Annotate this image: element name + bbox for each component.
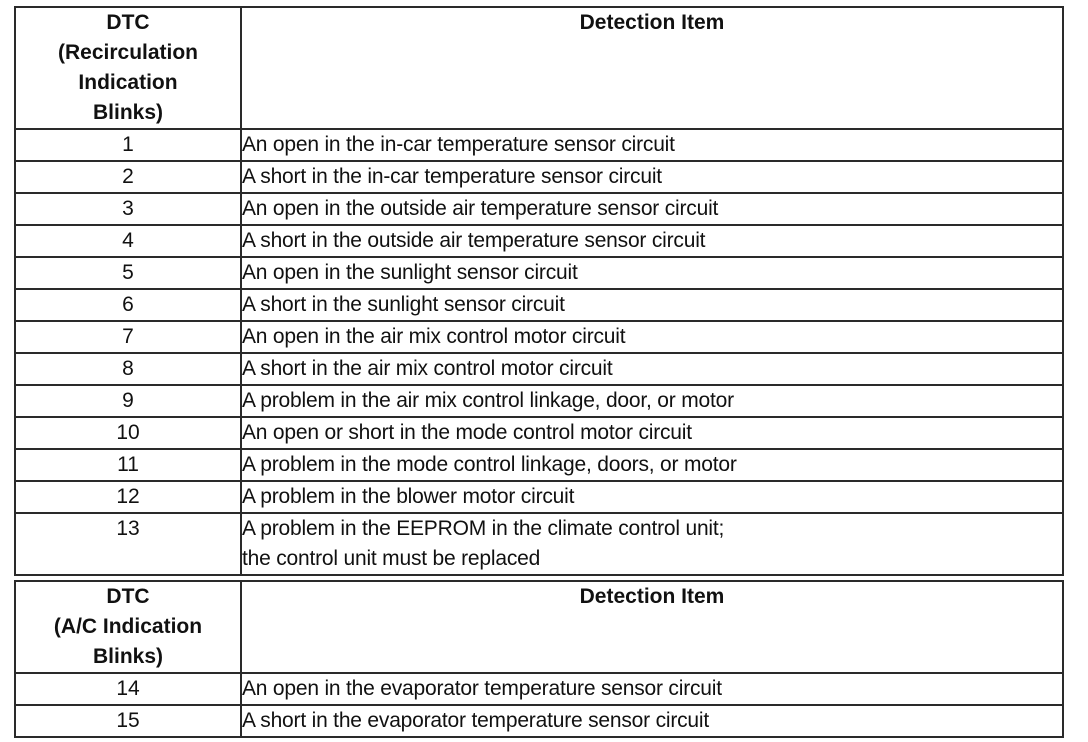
table-row xyxy=(15,385,1063,417)
table-row xyxy=(15,161,1063,193)
dtc-code: 6 xyxy=(15,289,241,321)
dtc-code: 3 xyxy=(15,193,241,225)
detection-item-header: Detection Item xyxy=(241,7,1063,129)
dtc-column-header xyxy=(15,7,241,129)
dtc-table-ac xyxy=(14,580,1064,738)
table-row xyxy=(15,481,1063,513)
detection-item: An open in the sunlight sensor circuit xyxy=(241,257,1063,289)
dtc-header-line: DTC xyxy=(106,585,150,608)
dtc-code: 2 xyxy=(15,161,241,193)
dtc-code: 1 xyxy=(15,129,241,161)
table-row xyxy=(15,321,1063,353)
dtc-code: 9 xyxy=(15,385,241,417)
dtc-code: 8 xyxy=(15,353,241,385)
dtc-header-line: Indication xyxy=(78,71,178,94)
detection-item-line: the control unit must be replaced xyxy=(242,547,541,570)
dtc-code: 14 xyxy=(15,673,241,705)
table-row xyxy=(15,449,1063,481)
detection-item: An open in the in-car temperature sensor circuit xyxy=(241,129,1063,161)
dtc-code: 5 xyxy=(15,257,241,289)
detection-item xyxy=(241,513,1063,575)
table-row xyxy=(15,225,1063,257)
dtc-header-line: Blinks) xyxy=(92,645,163,668)
table-row xyxy=(15,129,1063,161)
detection-item-header: Detection Item xyxy=(241,581,1063,673)
dtc-header-line: (Recirculation xyxy=(57,41,199,64)
dtc-column-header xyxy=(15,581,241,673)
table-row xyxy=(15,417,1063,449)
header-row xyxy=(15,7,1063,129)
table-row xyxy=(15,289,1063,321)
dtc-code: 13 xyxy=(15,513,241,575)
detection-item: An open in the outside air temperature sensor circuit xyxy=(241,193,1063,225)
table-row xyxy=(15,705,1063,737)
dtc-code: 15 xyxy=(15,705,241,737)
header-row xyxy=(15,581,1063,673)
detection-item: A problem in the mode control linkage, doors, or motor xyxy=(241,449,1063,481)
detection-item: A short in the air mix control motor circuit xyxy=(241,353,1063,385)
detection-item: A short in the evaporator temperature sensor circuit xyxy=(241,705,1063,737)
detection-item: An open in the evaporator temperature sensor circuit xyxy=(241,673,1063,705)
dtc-code: 11 xyxy=(15,449,241,481)
detection-item: A short in the sunlight sensor circuit xyxy=(241,289,1063,321)
dtc-code: 12 xyxy=(15,481,241,513)
detection-item: An open or short in the mode control motor circuit xyxy=(241,417,1063,449)
detection-item: A problem in the blower motor circuit xyxy=(241,481,1063,513)
table-row xyxy=(15,257,1063,289)
table-row xyxy=(15,193,1063,225)
dtc-table-recirculation xyxy=(14,6,1064,576)
dtc-header-line: (A/C Indication xyxy=(53,615,203,638)
detection-item-line: A problem in the EEPROM in the climate control unit; xyxy=(242,517,725,540)
table-row xyxy=(15,673,1063,705)
dtc-header-line: Blinks) xyxy=(92,101,163,124)
dtc-code: 4 xyxy=(15,225,241,257)
dtc-code: 7 xyxy=(15,321,241,353)
detection-item: A short in the in-car temperature sensor circuit xyxy=(241,161,1063,193)
dtc-header-line: DTC xyxy=(106,11,150,34)
table-row xyxy=(15,353,1063,385)
dtc-code: 10 xyxy=(15,417,241,449)
table-row xyxy=(15,513,1063,575)
detection-item: An open in the air mix control motor circuit xyxy=(241,321,1063,353)
detection-item: A short in the outside air temperature sensor circuit xyxy=(241,225,1063,257)
detection-item: A problem in the air mix control linkage, door, or motor xyxy=(241,385,1063,417)
